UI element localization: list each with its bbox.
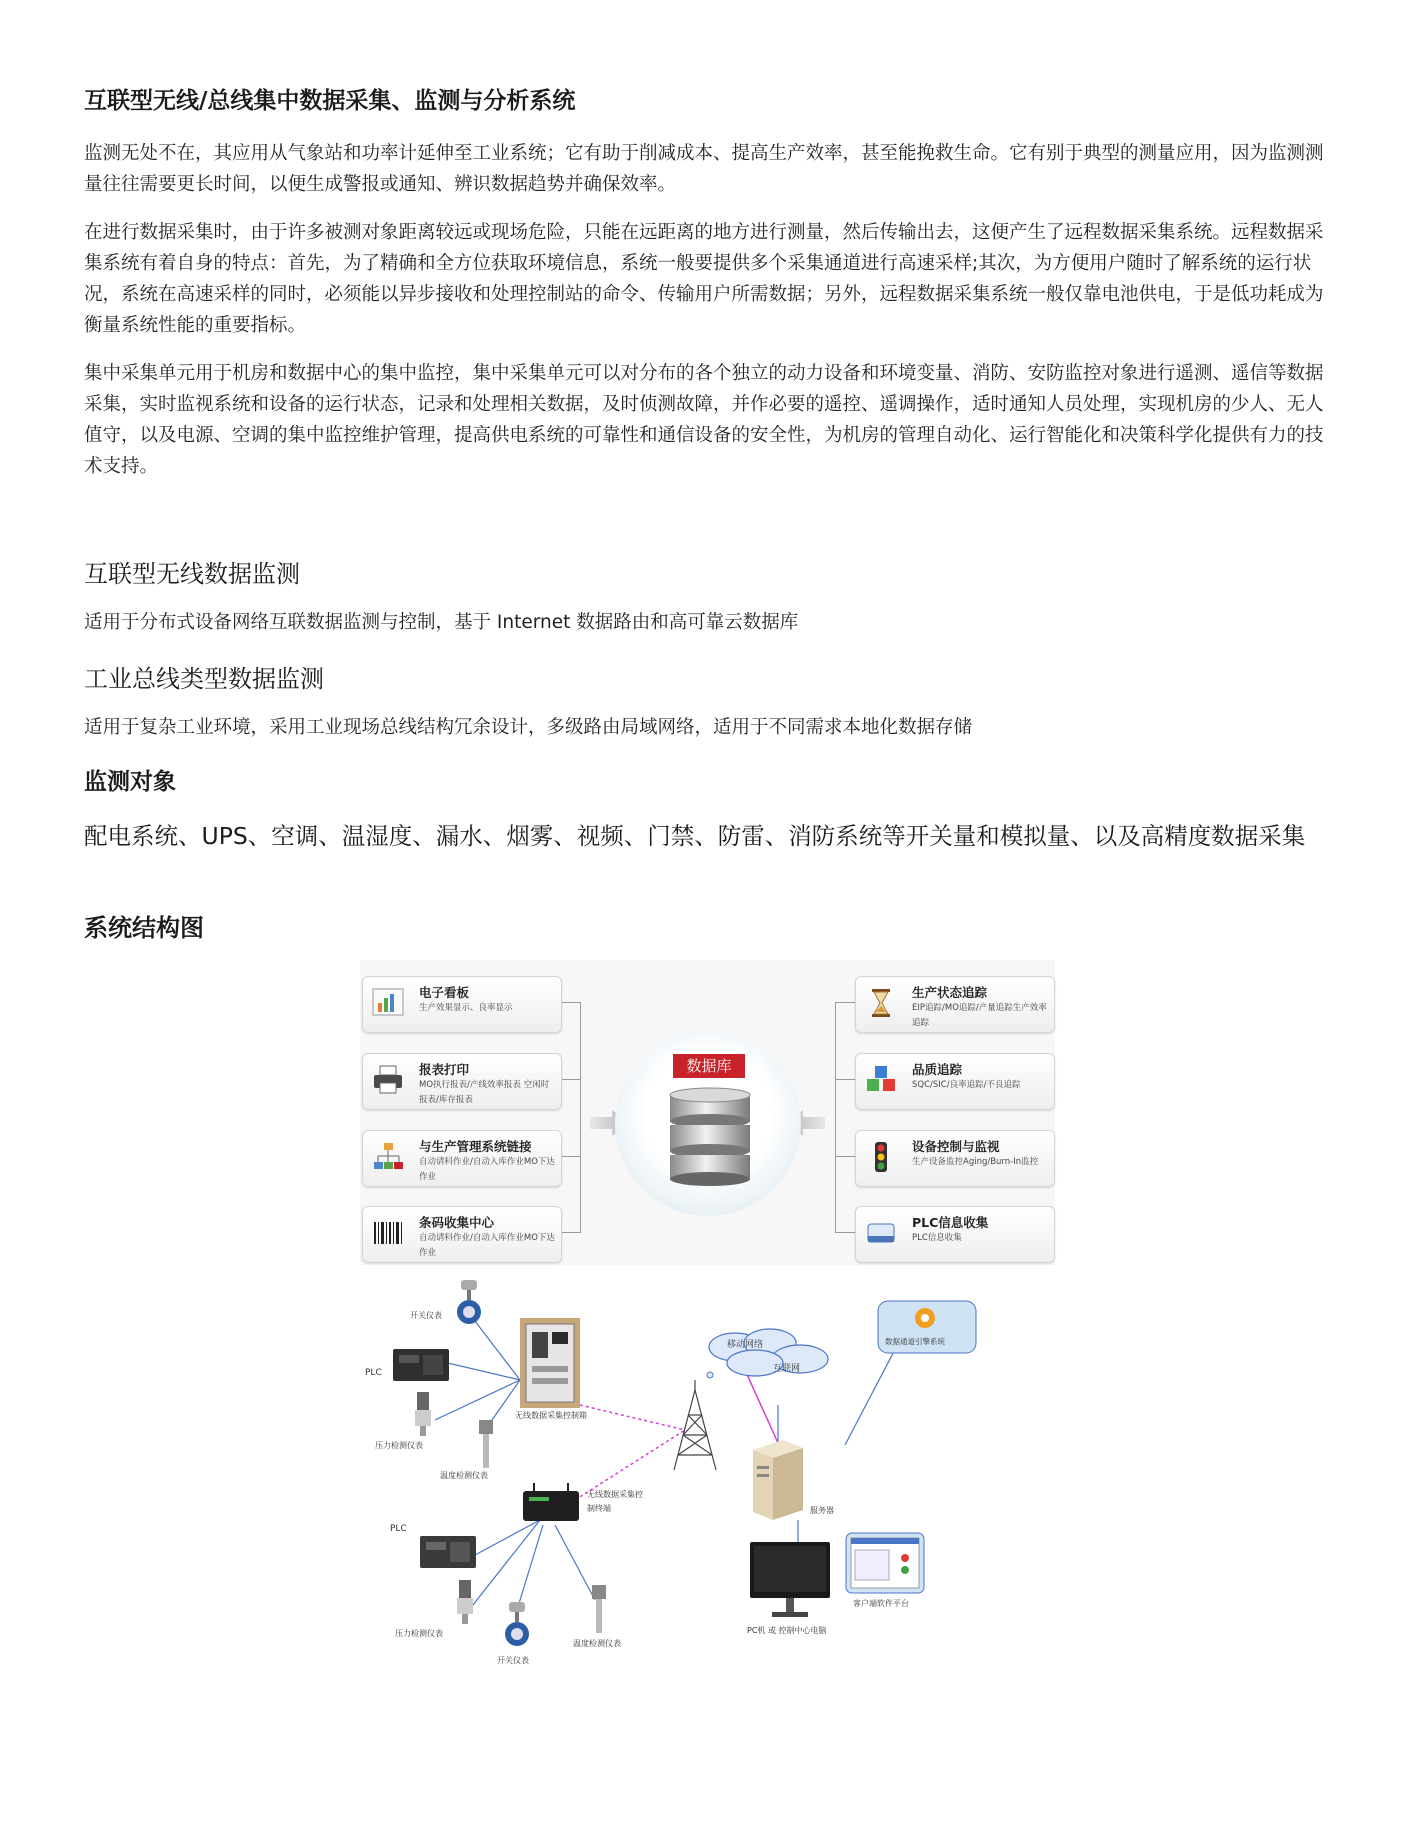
temperature-sensor-icon [477,1420,495,1468]
database-label: 数据库 [673,1054,745,1078]
label-switch-top: 开关仪表 [410,1311,442,1320]
engine-bubble-icon [877,1300,977,1360]
card-desc: 生产设备监控Aging/Burn-In监控 [912,1157,1039,1167]
connector-line [560,1002,580,1003]
label-switch-bottom: 开关仪表 [497,1656,529,1665]
traffic-light-icon [864,1140,898,1174]
label-engine: 数据通道引擎系统 [885,1337,945,1346]
connector-line [560,1156,580,1157]
card-desc: 自动请料作业/自动入库作业MO下达作业 [419,1157,555,1182]
card-plc-collect [855,1206,1055,1263]
connector-line [835,1079,855,1080]
card-title: 生产状态追踪 [912,985,988,1000]
card-desc: PLC信息收集 [912,1233,962,1243]
label-cabinet: 无线数据采集控制箱 [515,1411,587,1420]
label-internet: 互联网 [773,1364,801,1374]
valve-icon [455,1280,483,1330]
heading-bus: 工业总线类型数据监测 [84,665,324,693]
card-barcode-center [362,1206,562,1263]
control-cabinet-icon [520,1318,580,1408]
terminal-device-icon [523,1483,579,1525]
plc-icon [420,1532,476,1572]
temperature-sensor-icon [590,1585,608,1633]
bus-desc: 适用于复杂工业环境，采用工业现场总线结构冗余设计，多级路由局域网络，适用于不同需求本地化数据存储 [84,717,973,738]
card-quality-tracking [855,1053,1055,1110]
signal-tower-icon [670,1380,720,1470]
network-diagram [365,1280,1055,1670]
cubes-icon [864,1063,898,1097]
wireless-desc: 适用于分布式设备网络互联数据监测与控制，基于 Internet 数据路由和高可靠云数据库 [84,612,799,633]
card-title: 品质追踪 [912,1062,963,1077]
document-title: 互联型无线/总线集中数据采集、监测与分析系统 [84,88,576,114]
chart-board-icon [371,986,405,1020]
connector-line [835,1002,855,1003]
card-desc: SQC/SIC/良率追踪/不良追踪 [912,1080,1021,1090]
pressure-sensor-icon [413,1392,433,1436]
label-temp-bottom: 温度检测仪表 [573,1639,621,1648]
paragraph-central: 集中采集单元用于机房和数据中心的集中监控，集中采集单元可以对分布的各个独立的动力设备和环境变量、消防、安防监控对象进行遥测、遥信等数据采集，实时监视系统和设备的运行状态，记录和处理相关数据，及时侦测故障，并作必要的遥控、遥调操作，适时通知人员处理，实现机房的少人、无人值守，以及电源、空调的集中监控维护管理，提高供电系统的可靠性和通信设备的安全性，为机房的管理自动化、运行智能化和决策科学化提供有力的技术支持。 [84,363,1324,477]
org-chart-icon [371,1140,405,1174]
client-software-icon [845,1532,925,1594]
label-pressure-top: 压力检测仪表 [375,1441,423,1450]
monitor-text: 配电系统、UPS、空调、温湿度、漏水、烟雾、视频、门禁、防雷、消防系统等开关量和模拟量、以及高精度数据采集 [84,822,1306,850]
card-title: PLC信息收集 [912,1215,989,1230]
paragraph-remote: 在进行数据采集时，由于许多被测对象距离较远或现场危险，只能在远距离的地方进行测量，然后传输出去，这便产生了远程数据采集系统。远程数据采集系统有着自身的特点：首先，为了精确和全方位获取环境信息，系统一般要提供多个采集通道进行高速采样;其次，为方便用户随时了解系统的运行状况，系统在高速采样的同时，必须能以异步接收和处理控制站的命令、传输用户所需数据；另外，远程数据采集系统一般仅靠电池供电，于是低功耗成为衡量系统性能的重要指标。 [84,222,1324,336]
pressure-sensor-icon [455,1580,475,1624]
card-desc: MO执行报表/产线效率报表 空闲时报表/库存报表 [419,1080,550,1105]
server-icon [743,1440,803,1520]
card-title: 电子看板 [419,985,470,1000]
label-plc-bottom: PLC [390,1524,407,1534]
label-mobile-net: 移动网络 [727,1340,764,1350]
label-client: 客户端软件平台 [853,1599,909,1608]
hard-drive-icon [864,1216,898,1250]
label-plc-top: PLC [365,1368,382,1378]
card-title: 报表打印 [419,1062,470,1077]
label-server: 服务器 [810,1506,834,1515]
connector-line [835,1002,836,1233]
label-terminal: 无线数据采集控制终端 [587,1490,643,1513]
valve-icon [503,1602,531,1652]
connector-line [580,1002,581,1233]
card-title: 与生产管理系统链接 [419,1139,532,1154]
heading-structure: 系统结构图 [84,914,204,942]
card-desc: 自动请料作业/自动入库作业MO下达作业 [419,1233,555,1258]
connector-line [835,1156,855,1157]
card-desc: EIP追踪/MO追踪/产量追踪生产效率追踪 [912,1003,1047,1028]
card-mes-link [362,1130,562,1187]
label-pc: PC机 或 控制中心电脑 [747,1626,827,1635]
database-icon [665,1087,755,1187]
connector-line [560,1232,580,1233]
heading-monitor: 监测对象 [84,769,176,795]
plc-icon [393,1345,449,1385]
paragraph-intro: 监测无处不在，其应用从气象站和功率计延伸至工业系统；它有助于削减成本、提高生产效率，甚至能挽救生命。它有别于典型的测量应用，因为监测测量往往需要更长时间，以便生成警报或通知、辨识数据趋势并确保效率。 [84,143,1324,195]
hourglass-icon [864,986,898,1020]
card-desc: 生产效果显示、良率显示 [419,1003,513,1013]
card-title: 条码收集中心 [419,1215,495,1230]
connector-line [560,1079,580,1080]
card-report-print [362,1053,562,1110]
connector-line [835,1232,855,1233]
card-dashboard [362,976,562,1033]
monitor-icon [750,1542,830,1622]
card-title: 设备控制与监视 [912,1139,1000,1154]
database-diagram [360,960,1055,1265]
label-pressure-bottom: 压力检测仪表 [395,1629,443,1638]
printer-icon [371,1063,405,1097]
heading-wireless: 互联型无线数据监测 [84,560,300,588]
card-device-control [855,1130,1055,1187]
barcode-icon [371,1216,405,1250]
label-temp-top: 温度检测仪表 [440,1471,488,1480]
card-production-tracking [855,976,1055,1033]
cloud-icon [705,1325,835,1383]
